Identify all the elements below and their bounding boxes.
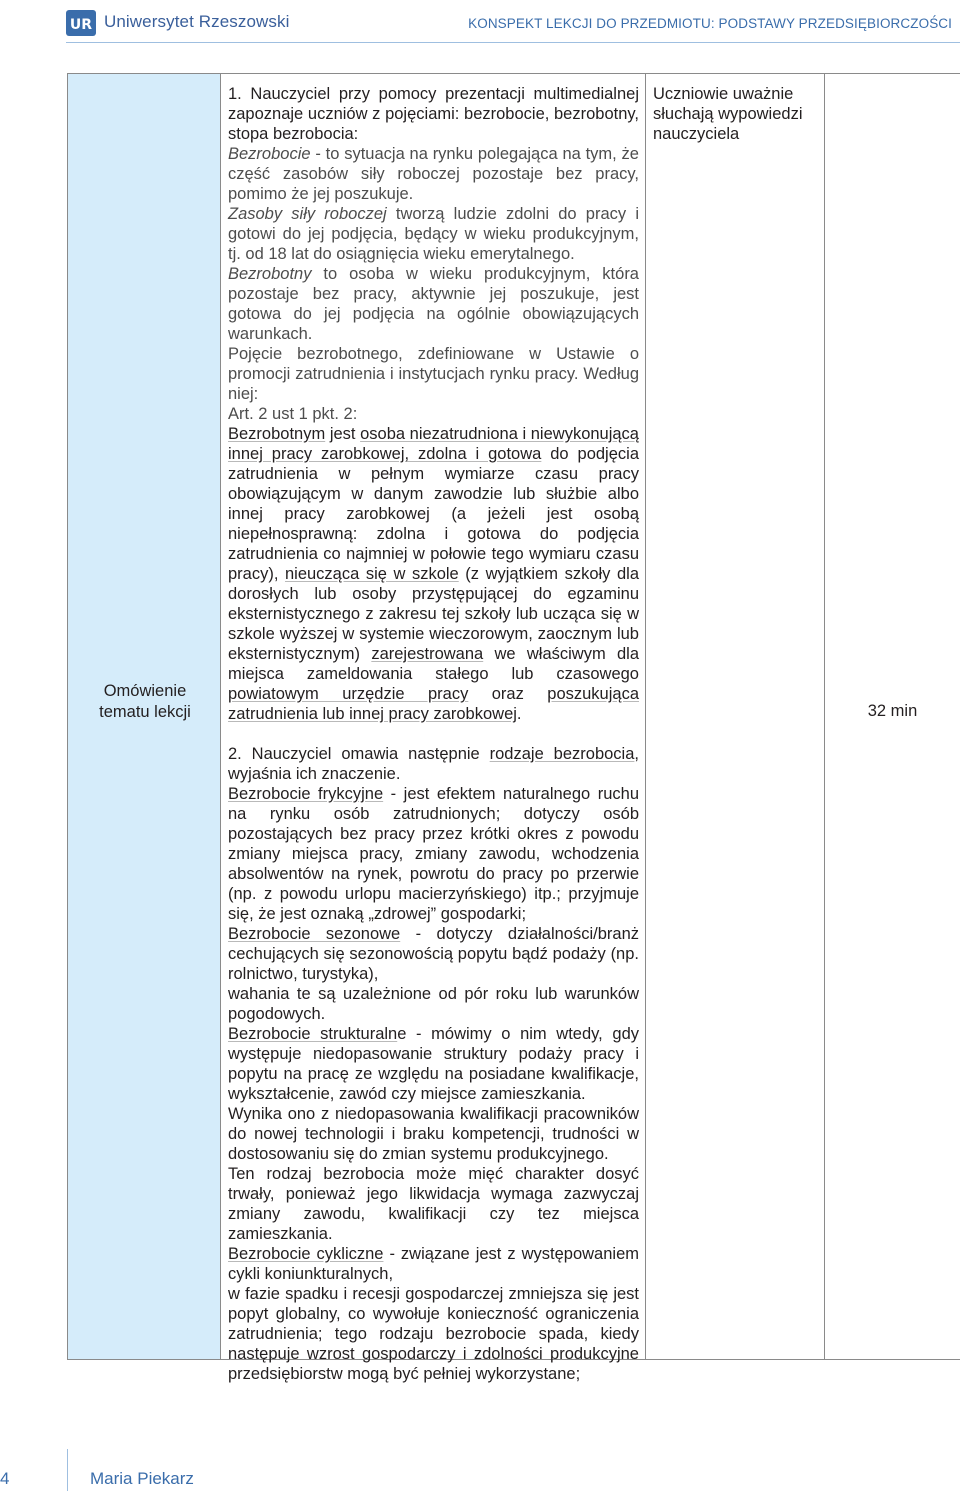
- definition-labor-force: [228, 204, 639, 264]
- definition-text: - to sytuacja na rynku polegająca na tym, że część zasobów siły roboczej pozostaje bez pracy, pomimo że jej poszukuje.: [228, 145, 639, 203]
- intro-paragraph: 1. Nauczyciel przy pomocy prezentacji multimedialnej zapoznaje uczniów z pojęciami: bezrobocie, bezrobotny, stopa bezrobocia:: [228, 85, 639, 143]
- teacher-activity-column: [221, 73, 646, 1383]
- lesson-stage-label: [68, 681, 222, 723]
- legal-term: Bezrobotnym: [228, 425, 326, 443]
- legal-highlight: powiatowym urzędzie pracy: [228, 685, 469, 703]
- page-number: 4: [0, 1469, 10, 1488]
- seasonal-text: - dotyczy działalności/branż cechujących się sezonowością popytu bądź podaży (np. rolnictwo, turystyka),: [228, 925, 640, 983]
- types-intro-text: 2. Nauczyciel omawia następnie: [228, 745, 490, 763]
- university-logo-icon: [66, 10, 96, 36]
- statute-paragraph: Pojęcie bezrobotnego, zdefiniowane w Ustawie o promocji zatrudnienia i instytucjach rynku pracy. Według niej:: [228, 345, 639, 403]
- student-activity-column: [646, 73, 825, 1360]
- types-intro-paragraph: [228, 744, 639, 784]
- legal-highlight: nieucząca się w szkole: [284, 565, 459, 583]
- legal-text: (z wyjątkiem szkoły dla dorosłych lub osoby przystępującej do egzaminu eksternistycznego z zakresu tej szkoły lub ucząca się w szkole wyższej w systemie wieczorowym, zaocznym lub eksternistycznym): [228, 565, 639, 663]
- term-labor-force: Zasoby siły roboczej: [228, 205, 387, 223]
- term-unemployment: Bezrobocie: [228, 145, 311, 163]
- definition-unemployed: [228, 264, 639, 344]
- legal-text: do podjęcia zatrudnienia w pełnym wymiarze czasu pracy obowiązującym w danym zawodzie lub służbie albo innej pracy zarobkowej (a jeżeli jest osobą niepełnosprawną: zdolna i gotowa do podjęcia zatrudnienia co najmniej w połowie tego wymiaru czasu pracy),: [228, 445, 639, 583]
- structural-unemployment: [228, 1024, 639, 1104]
- stage-line-2: tematu lekcji: [99, 703, 191, 721]
- lesson-content: [228, 84, 639, 1384]
- structural-unemployment-cont: Wynika ono z niedopasowania kwalifikacji pracowników do nowej technologii i braku kompetencji, trudności w dostosowaniu się do zmian systemu produkcyjnego.: [228, 1105, 639, 1163]
- author-name: Maria Piekarz: [90, 1469, 194, 1488]
- legal-highlight: osoba niezatrudniona i niewykonującą innej pracy zarobkowej, zdolna i gotowa: [228, 425, 639, 463]
- university-name: Uniwersytet Rzeszowski: [104, 12, 290, 31]
- legal-definition: [228, 424, 639, 724]
- cyclical-unemployment-cont: w fazie spadku i recesji gospodarczej zmniejsza się jest popyt globalny, co wywołuje konieczność ograniczenia zatrudnienia; tego rodzaju bezrobocie spada, kiedy następuje wzrost gospodarczy i zdolności produkcyjne przedsiębiorstw mogą być pełniej wykorzystane;: [228, 1285, 639, 1383]
- logo-text: UR: [69, 17, 93, 33]
- definition-unemployment: [228, 144, 639, 204]
- term-seasonal: Bezrobocie sezonowe: [228, 925, 401, 943]
- stage-line-1: Omówienie: [103, 682, 187, 700]
- page-header: [0, 0, 960, 48]
- term-frictional: Bezrobocie frykcyjne: [228, 785, 384, 803]
- types-highlight: rodzaje bezrobocia: [489, 745, 635, 763]
- cyclical-unemployment: [228, 1244, 639, 1284]
- article-reference: Art. 2 ust 1 pkt. 2:: [228, 405, 358, 423]
- header-divider: [66, 42, 960, 43]
- duration-label: 32 min: [867, 702, 918, 720]
- structural-term-end: e: [397, 1025, 407, 1043]
- types-intro-text: , wyjaśnia ich znaczenie.: [228, 745, 639, 783]
- legal-highlight: poszukująca zatrudnienia lub innej pracy zarobkowej: [228, 685, 639, 723]
- legal-text: we właściwym dla miejsca zameldowania stałego lub czasowego: [228, 645, 639, 683]
- term-unemployed: Bezrobotny: [228, 265, 312, 283]
- legal-text: oraz: [468, 685, 548, 703]
- seasonal-unemployment: [228, 924, 639, 984]
- student-activity-text: Uczniowie uważnie słuchają wypowiedzi nauczyciela: [653, 85, 803, 143]
- stage-column: [67, 73, 221, 1360]
- cyclical-text: - związane jest z występowaniem cykli koniunkturalnych,: [228, 1245, 639, 1283]
- footer-divider: [67, 1449, 68, 1491]
- term-structural: Bezrobocie strukturaln: [228, 1025, 398, 1043]
- definition-text: to osoba w wieku produkcyjnym, która pozostaje bez pracy, aktywnie jej poszukuje, jest gotowa do jej podjęcia na ogólnie obowiązujących warunkach.: [228, 265, 639, 343]
- document-title: KONSPEKT LEKCJI DO PRZEDMIOTU: PODSTAWY PRZEDSIĘBIORCZOŚCI: [468, 16, 952, 31]
- seasonal-unemployment-cont: wahania te są uzależnione od pór roku lub warunków pogodowych.: [228, 985, 639, 1023]
- term-cyclical: Bezrobocie cykliczne: [228, 1245, 384, 1263]
- spacer: [228, 724, 639, 744]
- definition-text: tworzą ludzie zdolni do pracy i gotowi do jej podjęcia, będący w wieku produkcyjnym, tj. od 18 lat do osiągnięcia wieku emerytalnego.: [228, 205, 639, 263]
- structural-unemployment-cont-2: Ten rodzaj bezrobocia może mięć charakter dosyć trwały, ponieważ jego likwidacja wymaga zazwyczaj zmiany zawodu, kwalifikacji czy tez miejsca zamieszkania.: [228, 1165, 639, 1243]
- frictional-unemployment: [228, 784, 639, 924]
- lesson-table: [67, 73, 960, 1383]
- frictional-text: - jest efektem naturalnego ruchu na rynku osób zatrudnionych; dotyczy osób pozostających bez pracy przez krótki okres z powodu zmiany miejsca pracy, zmiany zawodu, wchodzenia absolwentów na rynek, powrotu do pracy po przerwie (np. z powodu urlopu macierzyńskiego) itp.; przyjmuje się, że jest oznaką „zdrowej” gospodarki;: [228, 785, 639, 923]
- legal-text: .: [516, 705, 522, 723]
- legal-highlight: zarejestrowana: [371, 645, 484, 663]
- structural-text: - mówimy o nim wtedy, gdy występuje niedopasowanie struktury podaży pracy i popytu na pracę ze względu na posiadane kwalifikacje, wykształcenie, zawód czy miejsce zamieszkania.: [228, 1025, 640, 1103]
- legal-text: jest: [325, 425, 361, 443]
- duration-column: [825, 73, 960, 1360]
